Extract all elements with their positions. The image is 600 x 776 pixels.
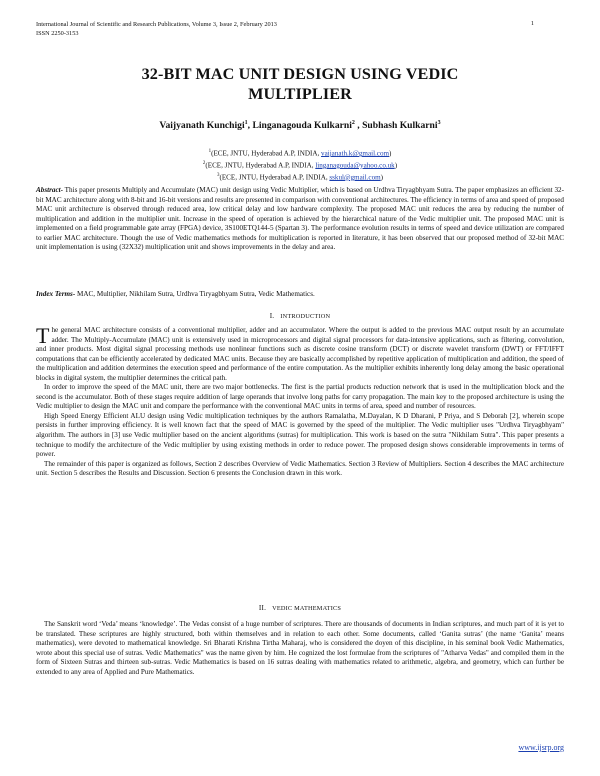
affiliation: $^2$(ECE, JNTU, Hyderabad A.P, INDIA, linganagouda@yahoo.co.uk): [202, 160, 398, 170]
paragraph: The remainder of this paper is organized as follows, Section 2 describes Overview of Vedic Mathematics. Section 3 Review of Multipliers. Section 4 describes the MAC architecture unit. Section 5 describes the Results and Discussion. Section 6 presents the Conclusion drawn in this work.: [36, 459, 564, 478]
index-terms-label: Index Terms-: [36, 290, 76, 298]
vedic-body: [36, 620, 564, 677]
email-link[interactable]: vaijanath.k@gmail.com: [321, 149, 390, 158]
email-link[interactable]: linganagouda@yahoo.co.uk: [315, 161, 395, 170]
paragraph: The Sanskrit word ‘Veda’ means ‘knowledge’. The Vedas consist of a huge number of scriptures. There are thousands of documents in Indian scriptures, and much part of it is yet to be translated. These scriptures are highly structured, both within themselves and in relation to each other. Some documents, called ‘Ganita sutras’ (the name ‘Ganita’ means mathematics), were devoted to mathematical knowledge. Sri Bharati Krishna Tirtha Maharaj, who is considered the doyen of this discipline, in his seminal book Vedic Mathematics, wrote about this special use of sutras. Vedic Mathematics" was the name given by him. He cognized the lost formulae from the scriptures of "Atharva Vedas" and compiled them in the form of Sixteen Sutras and thirteen sub-sutras. Vedic Mathematics is based on 16 sutras dealing with mathematics related to arithmetic, algebra, and geometry, which can further be extended to any area of Applied and Pure Mathematics.: [36, 620, 564, 676]
author-sup: 3: [437, 120, 441, 126]
paragraph: High Speed Energy Efficient ALU design using Vedic multiplication techniques by the authors Ramalatha, M.Dayalan, K D Dharani, P Priya, and S Deborah [2], wherein scope persists in further improving efficiency. It is well known fact that the speed of MAC is governed by the speed of the multiplier. The Vedic multiplier uses "Urdhva Tiryagbhyam" algorithm. The authors in [3] use Vedic multiplier based on the ancient algorithms (sutras) for multiplication. This work is based on the sutra "Nikhilam Sutra". This paper presents a technique to modify the architecture of the Vedic multiplier by using existing methods in order to reduce power. The proposed design shows considerable improvements in terms of power.: [36, 411, 564, 459]
section-heading-vedic-mathematics: II. VEDIC MATHEMATICS: [258, 604, 342, 612]
paper-title: [40, 64, 560, 104]
paragraph: In order to improve the speed of the MAC unit, there are two major bottlenecks. The first is the partial products reduction network that is used in the multiplication block and the second is the accumulator. Both of these stages require addition of large operands that involve long paths for carry propagation. The main key to the proposed architecture is using the Vedic multiplier to design the MAC unit and compare the performance with the conventional MAC units in terms of area, speed and number of resources.: [36, 383, 564, 411]
author-sup: 1: [244, 120, 248, 126]
abstract-text: This paper presents Multiply and Accumulate (MAC) unit design using Vedic Multiplier, which is based on Urdhva Tiryagbhyam Sutra. The paper emphasizes an efficient 32-bit MAC architecture along with 8-bit and 16-bit versions and results are presented in comparison with conventional architectures. The efficiency in terms of area and speed of proposed MAC unit architecture is observed through reduced area, low critical delay and low hardware complexity. The proposed MAC unit reduces the area by reducing the number of multiplication and addition in the multiplier unit. Increase in the speed of operation is achieved by the hierarchical nature of the Vedic multiplier unit. The proposed MAC unit is implemented on a field programmable gate array (FPGA) device, 3S100ETQ144-5 (Spartan 3). The performance evolution results in terms of speed and device utilization are compared to earlier MAC architecture. Though the use of Vedic mathematics methods for multiplication is reported in literature, it has been observed that our proposed method of 32-bit MAC unit implementation is using (32X32) multiplication unit and shows improvements in the delay and area.: [36, 186, 564, 252]
introduction-body: [36, 323, 564, 479]
affiliations: [40, 147, 560, 183]
email-link[interactable]: sskul@gmail.com: [329, 173, 381, 182]
issn: ISSN 2250-3153: [36, 30, 79, 37]
journal-website-link[interactable]: www.ijsrp.org: [518, 743, 564, 752]
author-name: Subhash Kulkarni: [362, 120, 438, 132]
affiliation: $^3$(ECE, JNTU, Hyderabad A.P, INDIA, sskul@gmail.com): [216, 172, 384, 182]
author-name: Vaijyanath Kunchigi: [159, 120, 245, 132]
paragraph: The general MAC architecture consists of a conventional multiplier, adder and an accumulator. Where the output is added to the previous MAC output result by an accumulate adder. The Multiply-Accumulate (MAC) unit is extensively used in microprocessors and digital signal processors for data-intensive applications, such as filtering, convolution, and inner products. Most digital signal processing methods use nonlinear functions such as discrete cosine transform (DCT) or discrete wavelet transform (DWT) or FFT/IFFT computations that can be efficiently accelerated by dedicated MAC units. Because they are basically accomplished by repetitive application of multiplication and addition, the speed of the multiplication and addition determines the execution speed and performance of the entire computation. As the multiplier exhibits inherently long delay among the basic operational blocks in digital system, the multiplier determines the critical path.: [36, 323, 564, 382]
journal-name: International Journal of Scientific and Research Publications, Volume 3, Issue 2, February 2013: [36, 21, 277, 28]
title-line-1: 32-BIT MAC UNIT DESIGN USING VEDIC: [141, 65, 459, 83]
index-terms-text: MAC, Multiplier, Nikhilam Sutra, Urdhva Tiryagbhyam Sutra, Vedic Mathematics.: [75, 290, 315, 298]
page-number: 1: [530, 20, 534, 27]
author-name: Linganagouda Kulkarni: [252, 120, 352, 132]
index-terms: [36, 290, 564, 298]
abstract: [36, 186, 564, 253]
journal-header: [36, 20, 277, 38]
abstract-label: Abstract-: [36, 186, 63, 194]
author-sup: 2: [351, 120, 355, 126]
drop-cap: T: [36, 323, 50, 348]
affiliation: $^1$(ECE, JNTU, Hyderabad A.P, INDIA, vaijanath.k@gmail.com): [208, 149, 392, 158]
section-heading-introduction: I. INTRODUCTION: [269, 312, 331, 320]
title-line-2: MULTIPLIER: [248, 85, 352, 103]
author-list: Vaijyanath Kunchigi$^1$, Linganagouda Kulkarni$^2$ , Subhash Kulkarni$^3$: [159, 120, 441, 132]
